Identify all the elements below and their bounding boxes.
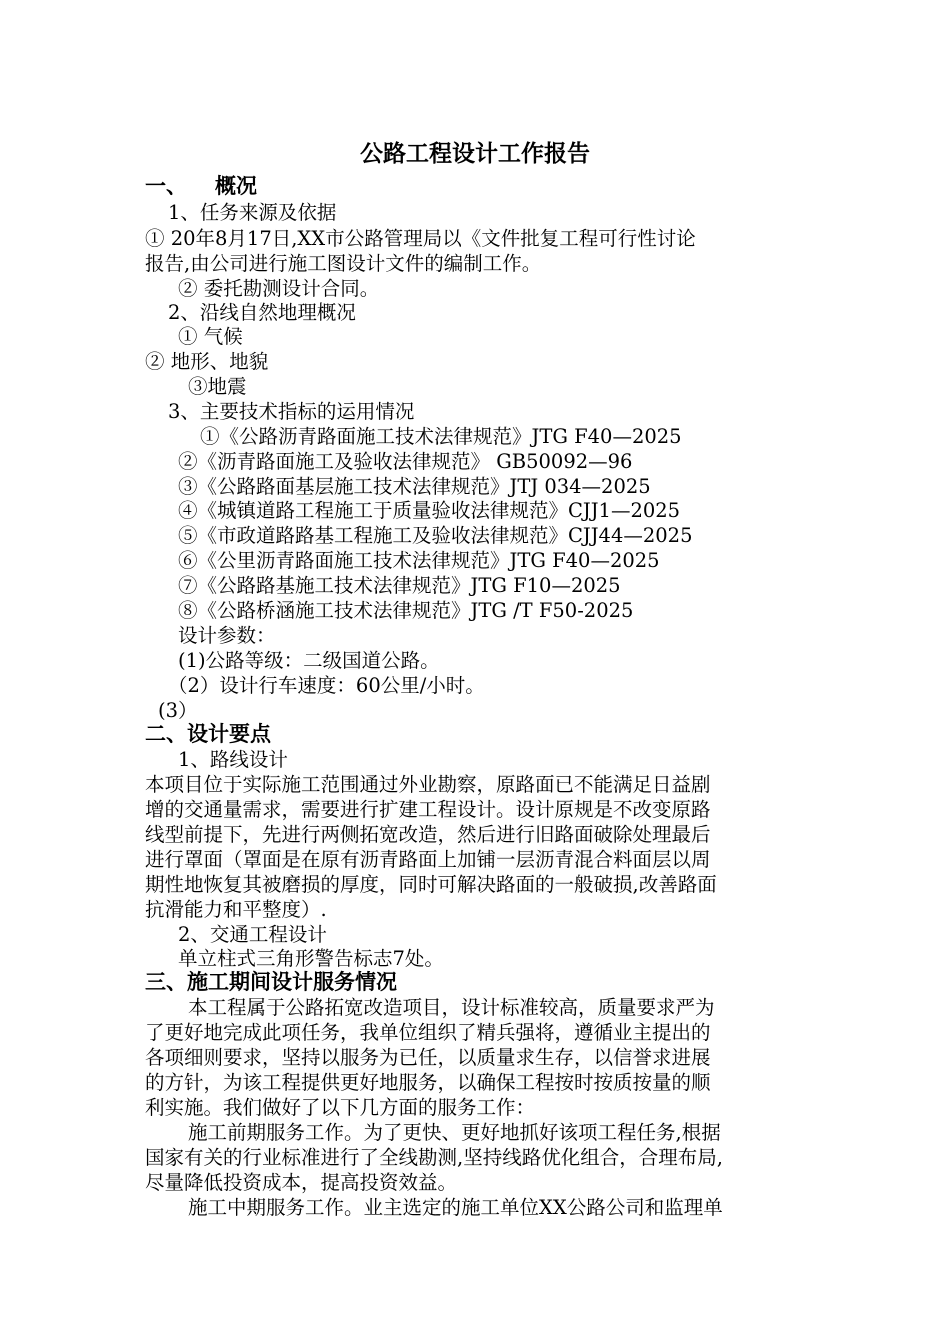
subheading-geography: 2、沿线自然地理概况	[168, 301, 356, 324]
paragraph-line: ① 20年8月17日,XX市公路管理局以《文件批复工程可行性讨论	[145, 227, 696, 250]
section-heading-1	[145, 174, 257, 199]
section-number: 一、	[145, 174, 187, 198]
paragraph-line: 国家有关的行业标准进行了全线勘测,坚持线路优化组合，合理布局,	[145, 1146, 723, 1169]
subheading-traffic-design: 2、交通工程设计	[178, 923, 327, 946]
paragraph-line: 线型前提下，先进行两侧拓宽改造，然后进行旧路面破除处理最后	[145, 823, 711, 846]
paragraph-line: 本项目位于实际施工范围通过外业勘察，原路面已不能满足日益剧	[145, 773, 711, 796]
list-item: ② 地形、地貌	[145, 350, 269, 373]
spec-item: ⑤《市政道路路基工程施工及验收法律规范》CJJ44—2025	[178, 524, 693, 547]
param-item: (1)公路等级：二级国道公路。	[178, 649, 440, 672]
spec-item: ①《公路沥青路面施工技术法律规范》JTG F40—2025	[200, 425, 682, 448]
paragraph-line: 尽量降低投资成本，提高投资效益。	[145, 1171, 458, 1194]
spec-item: ④《城镇道路工程施工于质量验收法律规范》CJJ1—2025	[178, 499, 681, 522]
param-item: (3）	[158, 699, 198, 722]
param-item: （2）设计行车速度：60公里/小时。	[168, 674, 485, 697]
subheading-tech-indicators: 3、主要技术指标的运用情况	[168, 400, 415, 423]
paragraph-line: 增的交通量需求，需要进行扩建工程设计。设计原规是不改变原路	[145, 798, 711, 821]
paragraph-line: 施工中期服务工作。业主选定的施工单位XX公路公司和监理单	[188, 1196, 723, 1219]
paragraph-line: 报告,由公司进行施工图设计文件的编制工作。	[145, 252, 542, 275]
spec-item: ⑥《公里沥青路面施工技术法律规范》JTG F40—2025	[178, 549, 660, 572]
spec-item: ⑦《公路路基施工技术法律规范》JTG F10—2025	[178, 574, 621, 597]
spec-item: ③《公路路面基层施工技术法律规范》JTJ 034—2025	[178, 475, 651, 498]
paragraph-line: 施工前期服务工作。为了更快、更好地抓好该项工程任务,根据	[188, 1121, 721, 1144]
section-heading-2: 二、设计要点	[145, 722, 271, 746]
paragraph-line: 抗滑能力和平整度）.	[145, 898, 327, 921]
list-item: ② 委托勘测设计合同。	[178, 277, 380, 300]
page-title: 公路工程设计工作报告	[360, 141, 590, 167]
paragraph-line: 期性地恢复其被磨损的厚度，同时可解决路面的一般破损,改善路面	[145, 873, 717, 896]
paragraph-line: 利实施。我们做好了以下几方面的服务工作：	[145, 1096, 536, 1119]
subheading-route-design: 1、路线设计	[178, 748, 288, 771]
paragraph-line: 的方针，为该工程提供更好地服务，以确保工程按时按质按量的顺	[145, 1071, 711, 1094]
subheading-task-source: 1、任务来源及依据	[168, 201, 337, 224]
section-heading-text: 概况	[215, 174, 257, 198]
spec-item: ②《沥青路面施工及验收法律规范》 GB50092—96	[178, 450, 633, 473]
paragraph-line: 各项细则要求，坚持以服务为已任，以质量求生存，以信誉求进展	[145, 1046, 711, 1069]
paragraph-line: 进行罩面（罩面是在原有沥青路面上加铺一层沥青混合料面层以周	[145, 848, 711, 871]
paragraph-line: 单立柱式三角形警告标志7处。	[178, 947, 444, 970]
params-label: 设计参数：	[178, 624, 276, 647]
list-item: ③地震	[188, 375, 247, 398]
section-heading-3: 三、施工期间设计服务情况	[145, 970, 397, 994]
paragraph-line: 本工程属于公路拓宽改造项目，设计标准较高，质量要求严为	[188, 996, 715, 1019]
list-item: ① 气候	[178, 325, 243, 348]
spec-item: ⑧《公路桥涵施工技术法律规范》JTG /T F50-2025	[178, 599, 634, 622]
paragraph-line: 了更好地完成此项任务，我单位组织了精兵强将，遵循业主提出的	[145, 1021, 711, 1044]
